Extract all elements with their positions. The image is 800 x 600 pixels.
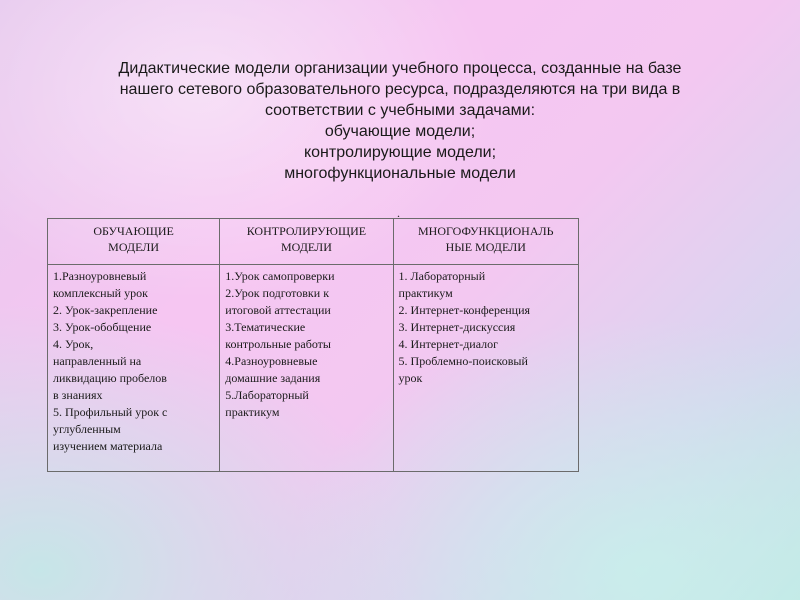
cell-line: углубленным [53, 422, 121, 436]
header-line: МОДЕЛИ [108, 240, 160, 254]
cell-line: 5. Профильный урок с [53, 405, 168, 419]
cell-line: 3. Интернет-дискуссия [398, 320, 516, 334]
cell-line: 1.Разноуровневый [53, 269, 147, 283]
cell-line: 2. Урок-закрепление [53, 303, 158, 317]
header-control-models [220, 219, 393, 265]
multifunctional-models-cell [393, 265, 578, 472]
cell-line: 1. Лабораторный [398, 269, 486, 283]
intro-line: обучающие модели; [324, 123, 476, 140]
cell-line: домашние задания [225, 371, 321, 385]
cell-line: 4. Урок, [53, 337, 94, 351]
header-line: МНОГОФУНКЦИОНАЛЬ [418, 224, 554, 238]
cell-line: 1.Урок самопроверки [225, 269, 335, 283]
control-models-cell [220, 265, 393, 472]
cell-line: 5.Лабораторный [225, 388, 309, 402]
models-table [47, 218, 579, 472]
intro-text [30, 58, 770, 184]
intro-line: многофункциональные модели [284, 165, 516, 182]
table-row [48, 265, 579, 472]
cell-line: 5. Проблемно-поисковый [398, 354, 528, 368]
cell-line: 2.Урок подготовки к [225, 286, 330, 300]
teaching-models-cell [48, 265, 220, 472]
cell-line: практикум [225, 405, 280, 419]
cell-line: 4. Интернет-диалог [398, 337, 499, 351]
header-line: КОНТРОЛИРУЮЩИЕ [246, 224, 367, 238]
cell-line: комплексный урок [53, 286, 148, 300]
cell-line: в знаниях [53, 388, 103, 402]
intro-line: Дидактические модели организации учебного процесса, созданные на базе [118, 60, 682, 77]
cell-line: 3. Урок-обобщение [53, 320, 152, 334]
cell-line: ликвидацию пробелов [53, 371, 167, 385]
cell-line: 4.Разноуровневые [225, 354, 318, 368]
cell-line: практикум [398, 286, 453, 300]
header-line: НЫЕ МОДЕЛИ [445, 240, 526, 254]
cell-line: 2. Интернет-конференция [398, 303, 531, 317]
cell-line: 3.Тематические [225, 320, 306, 334]
header-teaching-models [48, 219, 220, 265]
cell-line: итоговой аттестации [225, 303, 331, 317]
header-multifunctional-models [393, 219, 578, 265]
trailing-dot: . [397, 206, 400, 220]
table-header-row [48, 219, 579, 265]
intro-line: нашего сетевого образовательного ресурса, подразделяются на три вида в [119, 81, 681, 98]
header-line: ОБУЧАЮЩИЕ [93, 224, 174, 238]
intro-line: контролирующие модели; [303, 144, 497, 161]
cell-line: изучением материала [53, 439, 163, 453]
cell-line: урок [398, 371, 423, 385]
header-line: МОДЕЛИ [280, 240, 332, 254]
intro-line: соответствии с учебными задачами: [264, 102, 536, 119]
cell-line: направленный на [53, 354, 142, 368]
cell-line: контрольные работы [225, 337, 331, 351]
